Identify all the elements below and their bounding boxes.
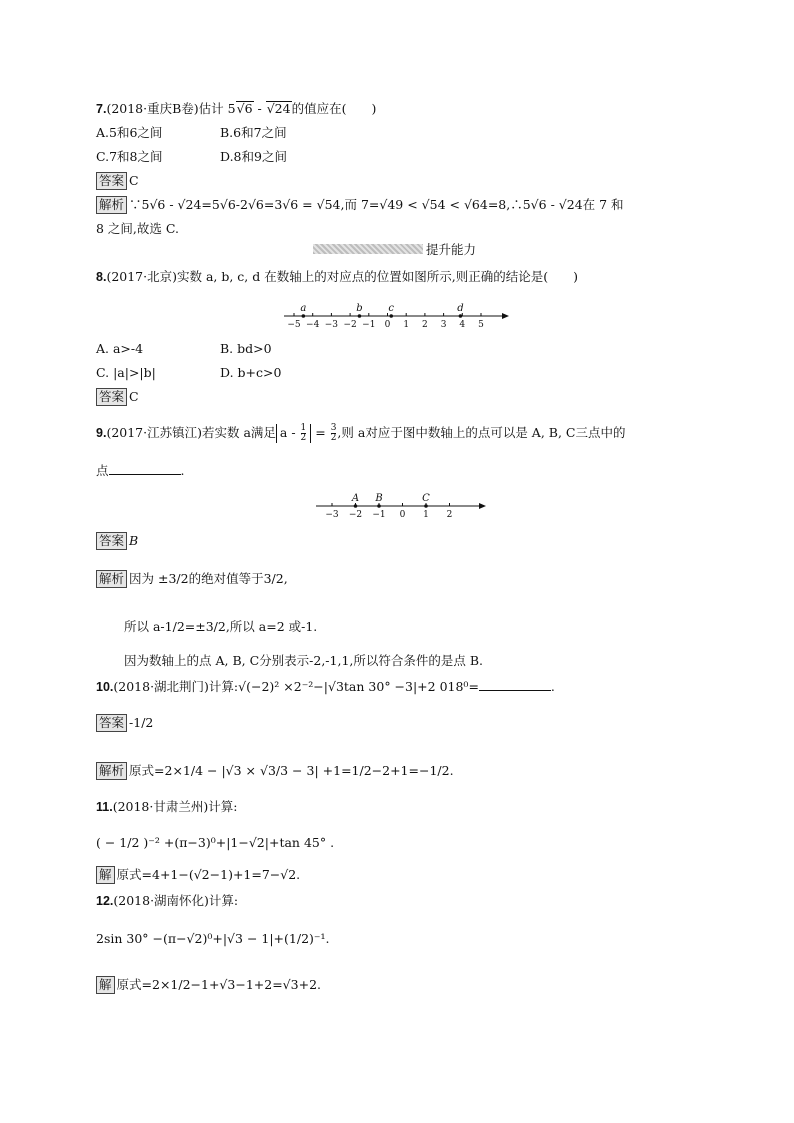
fraction-half: [301, 424, 307, 443]
q7-number: 7.: [96, 102, 107, 116]
q10-answer: [96, 714, 153, 732]
q8-option-a[interactable]: A. a>-4: [96, 341, 144, 356]
answer-tag: 答案: [96, 714, 127, 732]
q8-tick-label: −5: [287, 320, 301, 330]
fraction-three-halves: [331, 424, 337, 443]
q9-point-label-A: A: [351, 493, 360, 504]
q12-number: 12.: [96, 894, 114, 908]
sqrt-6: √6: [236, 101, 253, 116]
q9-tick-label: 2: [446, 510, 453, 520]
q7-source: (2018·重庆B卷): [106, 101, 199, 116]
sqrt-6-radicand: 6: [244, 101, 253, 116]
q7-stem: [96, 100, 376, 118]
solution-tag: 解: [96, 866, 115, 884]
q7-minus: -: [253, 101, 266, 116]
q7-stem-b: 的值应在( ): [291, 101, 377, 116]
q9-number: 9.: [96, 426, 107, 440]
frac-num: 1: [300, 423, 307, 433]
q8-point-d: [459, 314, 463, 318]
q9-point-label-B: B: [375, 493, 383, 504]
q9-analysis-line2: 所以 a-1/2=±3/2,所以 a=2 或-1.: [124, 619, 318, 634]
q8-tick-label: 2: [422, 320, 428, 330]
q12-expression: 2sin 30° −(π−√2)⁰+|√3 − 1|+(1/2)⁻¹.: [96, 931, 330, 946]
section-bar: [313, 244, 423, 254]
q9-tick-label: 0: [399, 510, 406, 520]
q8-tick-label: 5: [478, 320, 484, 330]
q8-point-label-a: a: [300, 303, 307, 314]
q9-stem-line2: [96, 462, 185, 480]
q7-options-row1: [96, 124, 287, 142]
q9-answer: [96, 532, 138, 550]
q9-tick-label: −2: [348, 510, 363, 520]
q8-axis-arrow: [502, 313, 509, 319]
q8-point-a: [302, 314, 306, 318]
q8-stem-text: (2017·北京)实数 a, b, c, d 在数轴上的对应点的位置如图所示,则正确的结论是( ): [106, 269, 578, 284]
q11-solution-text: 原式=4+1−(√2−1)+1=7−√2.: [116, 867, 301, 882]
q8-tick-label: −4: [306, 320, 320, 330]
q7-options-row2: [96, 148, 287, 166]
q9-analysis-line3: 因为数轴上的点 A, B, C分别表示-2,-1,1,所以符合条件的是点 B.: [124, 653, 484, 668]
abs-value: [276, 424, 311, 443]
q9-answer-value: B: [129, 533, 139, 548]
q9-point-B: [377, 504, 381, 508]
answer-tag: 答案: [96, 532, 127, 550]
answer-blank[interactable]: [479, 678, 551, 691]
sqrt-24-radicand: 24: [274, 101, 291, 116]
q9-stem: [96, 424, 625, 443]
q12-solution: [96, 976, 321, 994]
q8-tick-label: 1: [403, 320, 410, 330]
q7-option-c[interactable]: C.7和8之间: [96, 149, 163, 164]
q7-analysis-line2: 8 之间,故选 C.: [96, 221, 179, 236]
analysis-tag: 解析: [96, 570, 127, 588]
q10-analysis: [96, 762, 454, 780]
q9-abs-a: a -: [279, 425, 300, 440]
q7-stem-a: 估计 5: [198, 101, 236, 116]
q9-stem-d: .: [180, 463, 185, 478]
q9-axis-arrow: [479, 503, 486, 509]
q8-tick-label: −3: [324, 320, 339, 330]
q8-point-label-d: d: [457, 303, 464, 314]
q11-expression: ( − 1/2 )⁻² +(π−3)⁰+|1−√2|+tan 45° .: [96, 835, 335, 850]
q8-point-label-c: c: [388, 303, 395, 314]
q9-tick-label: −3: [325, 510, 339, 520]
q8-tick-label: −1: [362, 320, 376, 330]
q8-point-label-b: b: [356, 303, 363, 314]
q9-stem-c: 点: [96, 463, 109, 478]
q9-stem-a: (2017·江苏镇江)若实数 a满足: [106, 425, 276, 440]
q12-solution-text: 原式=2×1/2−1+√3−1+2=√3+2.: [116, 977, 321, 992]
q7-answer: [96, 172, 139, 190]
q8-number-line: [280, 296, 510, 336]
q11-number: 11.: [96, 800, 113, 814]
q8-stem: [96, 268, 578, 286]
answer-tag: 答案: [96, 172, 127, 190]
q9-analysis: [96, 570, 288, 588]
q11-stem: [96, 798, 237, 816]
q12-stem: [96, 892, 238, 910]
q9-point-C: [424, 504, 428, 508]
q9-tick-label: −1: [372, 510, 386, 520]
q10-stem-text: (2018·湖北荆门)计算:√(−2)² ×2⁻²−|√3tan 30° −3|+2 018⁰=: [113, 679, 479, 694]
frac-num: 3: [330, 423, 337, 433]
q8-point-b: [358, 314, 362, 318]
q7-option-a[interactable]: A.5和6之间: [96, 125, 163, 140]
q11-solution: [96, 866, 300, 884]
analysis-tag: 解析: [96, 762, 127, 780]
answer-blank[interactable]: [109, 462, 181, 475]
solution-tag: 解: [96, 976, 115, 994]
q10-number: 10.: [96, 680, 114, 694]
q9-stem-b: ,则 a对应于图中数轴上的点可以是 A, B, C三点中的: [337, 425, 626, 440]
q8-tick-label: 3: [440, 320, 447, 330]
q8-option-d[interactable]: D. b+c>0: [220, 365, 282, 380]
q9-tick-label: 1: [423, 510, 429, 520]
q8-point-c: [389, 314, 393, 318]
analysis-tag: 解析: [96, 196, 127, 214]
q7-answer-value: C: [129, 173, 139, 188]
q8-option-c[interactable]: C. |a|>|b|: [96, 365, 156, 380]
q12-stem-text: (2018·湖南怀化)计算:: [113, 893, 239, 908]
q9-point-A: [354, 504, 358, 508]
q10-stem: 10.(2018·湖北荆门)计算:√(−2)² ×2⁻²−|√3tan 30° −3|+2 018⁰= .: [96, 679, 555, 694]
q7-option-b[interactable]: B.6和7之间: [220, 125, 287, 140]
q10-answer-value: -1/2: [129, 715, 154, 730]
q10-analysis-text: 原式=2×1/4 − |√3 × √3/3 − 3| +1=1/2−2+1=−1/2.: [129, 763, 454, 778]
q8-answer-value: C: [129, 389, 139, 404]
q8-tick-label: −2: [343, 320, 357, 330]
section-title: 提升能力: [426, 243, 477, 257]
q8-options-row2: [96, 364, 281, 382]
q8-tick-label: 0: [384, 320, 391, 330]
q8-number: 8.: [96, 270, 107, 284]
frac-den: 2: [330, 433, 337, 443]
q8-option-b[interactable]: B. bd>0: [220, 341, 272, 356]
q9-eq: =: [311, 425, 330, 440]
q7-option-d[interactable]: D.8和9之间: [220, 149, 287, 164]
q9-number-line: [312, 488, 487, 522]
q7-analysis: [96, 196, 624, 214]
sqrt-24: √24: [266, 101, 291, 116]
q9-point-label-C: C: [422, 493, 430, 504]
q8-options-row1: [96, 340, 272, 358]
frac-den: 2: [300, 433, 307, 443]
q8-answer: [96, 388, 139, 406]
answer-tag: 答案: [96, 388, 127, 406]
q7-analysis-line1: ∵5√6 - √24=5√6-2√6=3√6 = √54,而 7=√49 < √54 < √64=8,∴5√6 - √24在 7 和: [129, 197, 624, 212]
q8-tick-label: 4: [459, 320, 466, 330]
q11-stem-text: (2018·甘肃兰州)计算:: [112, 799, 238, 814]
q9-analysis-line1: 因为 ±3/2的绝对值等于3/2,: [129, 571, 288, 586]
